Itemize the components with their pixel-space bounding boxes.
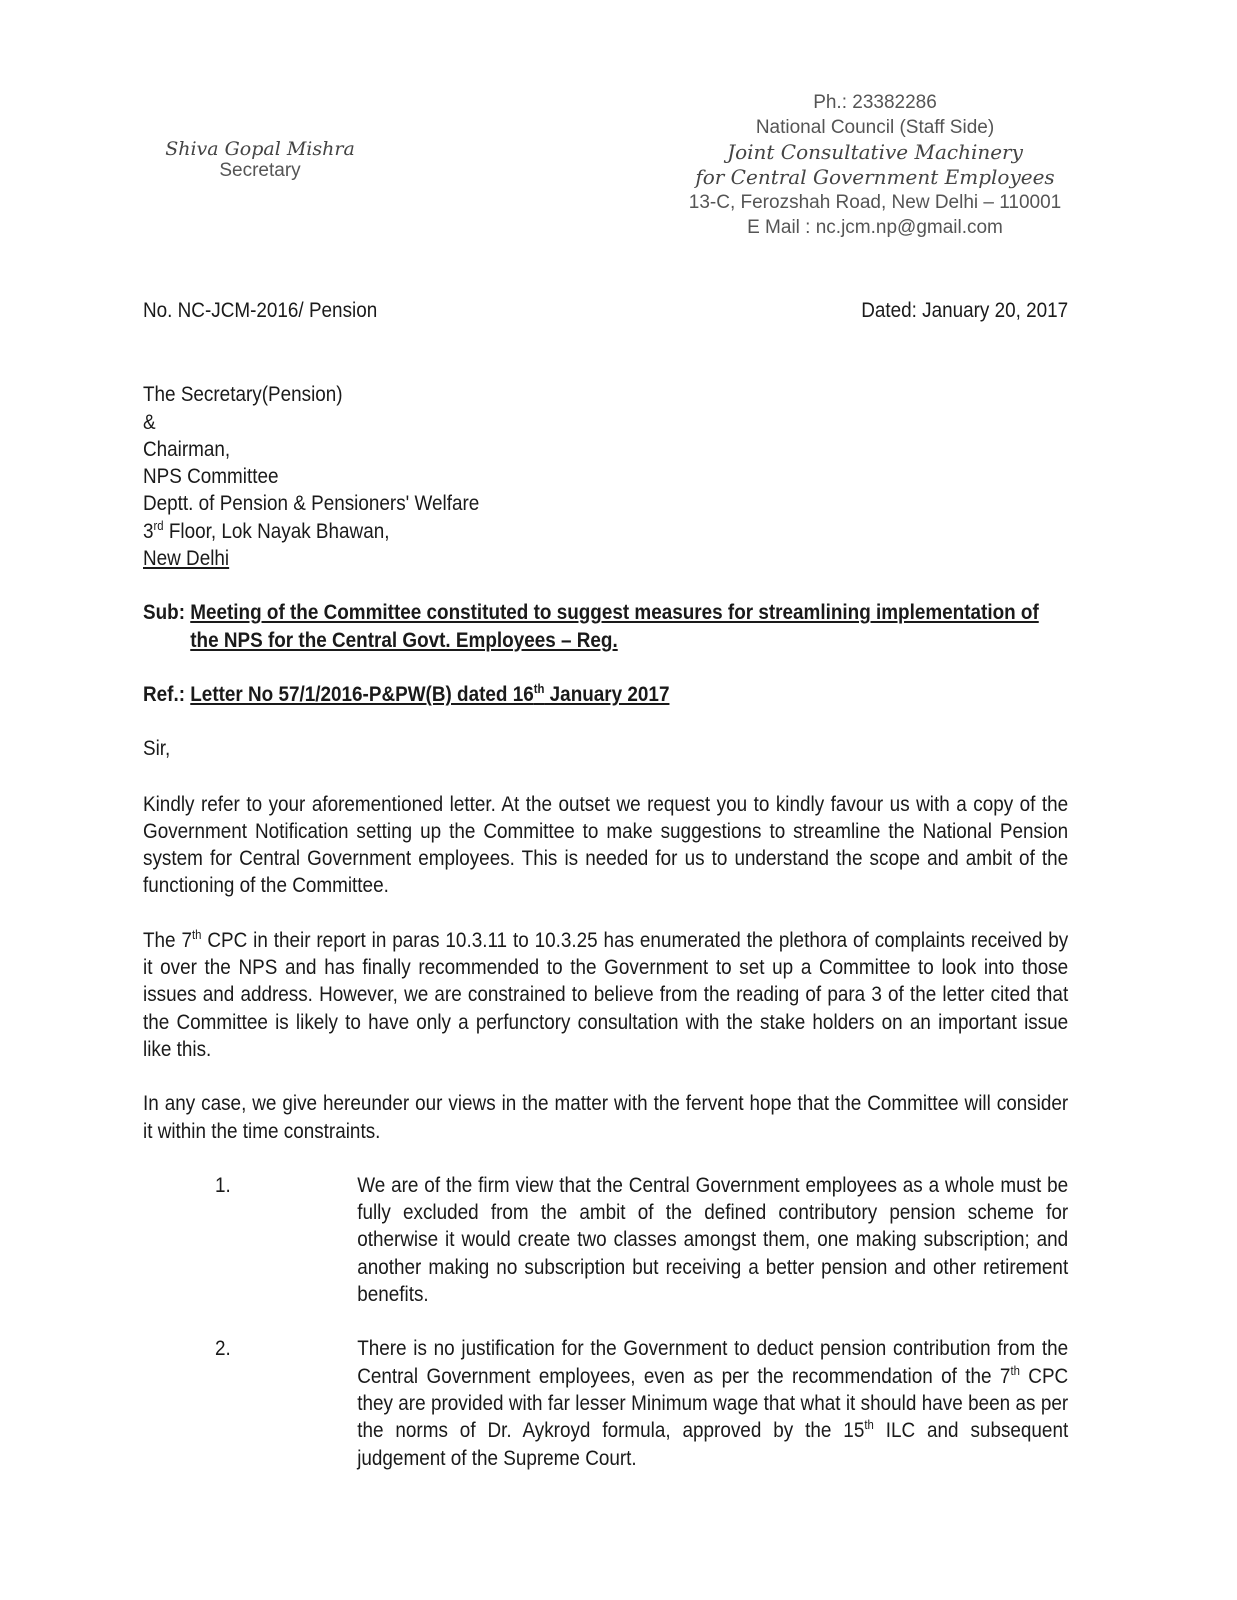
paragraph-3: In any case, we give hereunder our views in the matter with the fervent hope that the Committee will consider it within the time constraints.	[143, 1092, 1069, 1143]
addressee-city: New Delhi	[143, 547, 230, 571]
org-address: 13-C, Ferozshah Road, New Delhi – 110001	[688, 192, 1062, 213]
reference-label: Ref.:	[143, 682, 186, 706]
addressee-line: NPS Committee	[143, 465, 279, 489]
organization-letterhead	[640, 90, 1110, 240]
text: CPC in their report in paras 10.3.11 to 10.3.25 has enumerated the plethora of complaints received by it over the NPS and has finally recommended to the Government to set up a Committee to look into those issues and address. However, we are constrained to believe from the reading of para 3 of the letter cited that the Committee is likely to have only a perfunctory consultation with the stake holders on an important issue like this.	[143, 928, 1069, 1061]
list-item	[143, 1172, 1068, 1308]
org-name: National Council (Staff Side)	[755, 117, 995, 138]
floor-number: 3	[143, 519, 154, 543]
sender-block	[150, 138, 370, 182]
phone: Ph.: 23382286	[813, 92, 937, 113]
addressee-block	[143, 381, 1068, 572]
superscript: th	[191, 927, 202, 942]
salutation: Sir,	[143, 737, 171, 761]
sender-title: Secretary	[219, 160, 301, 181]
paragraph-2	[143, 927, 1068, 1063]
reference-text: Letter No 57/1/2016-P&PW(B) dated 16	[190, 682, 534, 706]
list-item	[143, 1335, 1068, 1471]
subject-text: Meeting of the Committee constituted to suggest measures for streamlining implementation of the NPS for the Central Govt. Employees – Reg.	[190, 601, 1039, 652]
superscript: th	[533, 681, 545, 696]
org-subtitle: Joint Consultative Machinery	[727, 140, 1023, 164]
text: There is no justification for the Government to deduct pension contribution from the Central Government employees, even as per the recommendation of the 7	[357, 1337, 1069, 1388]
superscript: th	[1010, 1363, 1020, 1378]
org-email: E Mail : nc.jcm.np@gmail.com	[747, 217, 1003, 238]
subject-label: Sub:	[143, 601, 185, 625]
reference-text-end: January 2017	[544, 682, 670, 706]
list-number: 2.	[215, 1337, 231, 1361]
reference-number: No. NC-JCM-2016/ Pension	[143, 299, 378, 322]
text: CPC they are provided with far lesser Minimum wage that what it should have been as per the norms of Dr. Aykroyd formula, approved by the 15	[357, 1364, 1069, 1443]
sender-name: Shiva Gopal Mishra	[165, 138, 355, 160]
letter-body	[143, 297, 1068, 1472]
addressee-line: The Secretary(Pension)	[143, 383, 343, 407]
superscript: th	[864, 1418, 874, 1433]
letter-date: Dated: January 20, 2017	[861, 299, 1069, 322]
org-subtitle-2: for Central Government Employees	[695, 165, 1055, 189]
text: ILC and subsequent judgement of the Supreme Court.	[357, 1419, 1069, 1470]
paragraph-1: Kindly refer to your aforementioned letter. At the outset we request you to kindly favour us with a copy of the Government Notification setting up the Committee to make suggestions to streamline the National Pension system for Central Government employees. This is needed for us to understand the scope and ambit of the functioning of the Committee.	[143, 792, 1069, 898]
list-number: 1.	[215, 1173, 231, 1197]
reference-line	[143, 681, 1068, 708]
list-text	[357, 1335, 1068, 1471]
addressee-line: Chairman,	[143, 437, 231, 461]
addressee-line: Deptt. of Pension & Pensioners' Welfare	[143, 492, 480, 516]
addressee-line	[143, 518, 1068, 545]
floor-text: Floor, Lok Nayak Bhawan,	[163, 519, 390, 543]
superscript: rd	[153, 518, 164, 533]
text: The 7	[143, 928, 192, 952]
subject-line	[143, 599, 1068, 654]
list-text: We are of the firm view that the Central Government employees as a whole must be fully excluded from the ambit of the defined contributory pension scheme for otherwise it would create two classes amongst them, one making subscription; and another making no subscription but receiving a better pension and other retirement benefits.	[357, 1173, 1069, 1307]
addressee-line: &	[143, 410, 156, 434]
